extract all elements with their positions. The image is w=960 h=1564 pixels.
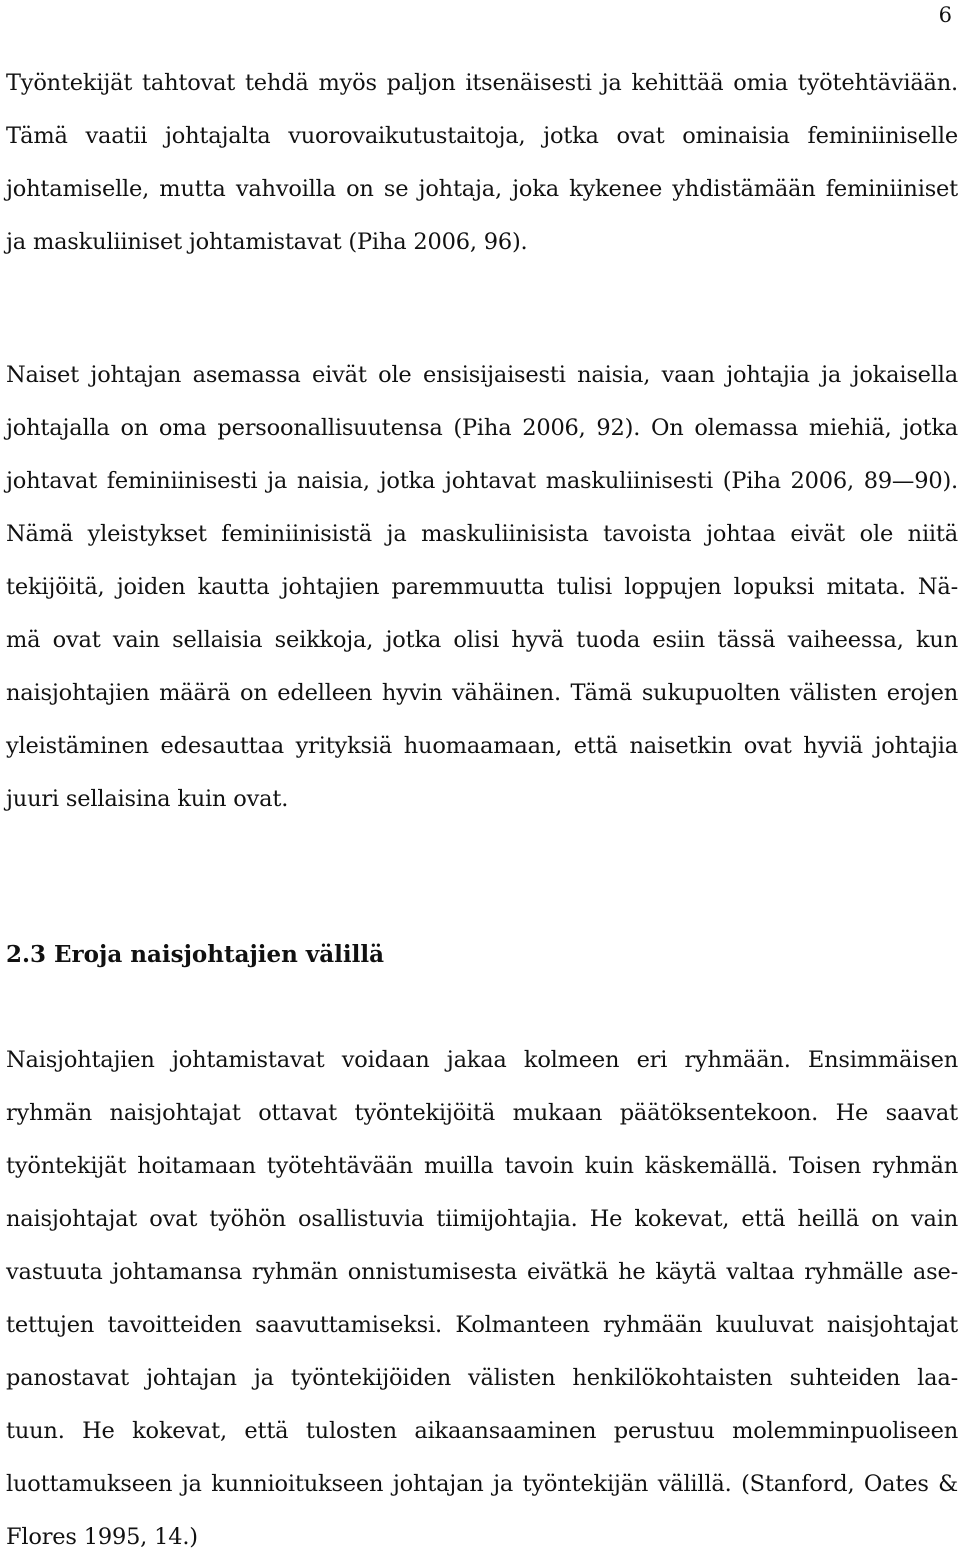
paragraph-3: [6, 1034, 958, 1564]
text-line: Naiset johtajan asemassa eivät ole ensisijaisesti naisia, vaan johtajia ja jokaisella: [6, 362, 958, 388]
text-line: tuun. He kokevat, että tulosten aikaansaaminen perustuu molemminpuoliseen: [6, 1418, 958, 1444]
text-line: tekijöitä, joiden kautta johtajien paremmuutta tulisi loppujen lopuksi mitata. Nä-: [6, 574, 958, 600]
paragraph-1: [6, 57, 958, 269]
text-line: tettujen tavoitteiden saavuttamiseksi. Kolmanteen ryhmään kuuluvat naisjohtajat: [6, 1312, 958, 1338]
text-line: johtajalla on oma persoonallisuutensa (Piha 2006, 92). On olemassa miehiä, jotka: [6, 415, 958, 441]
section-number: 2.3: [6, 941, 47, 968]
text-line: Nämä yleistykset feminiinisistä ja maskuliinisista tavoista johtaa eivät ole niitä: [6, 521, 958, 547]
text-line: työntekijät hoitamaan työtehtävään muilla tavoin kuin käskemällä. Toisen ryhmän: [6, 1153, 958, 1179]
text-line: naisjohtajat ovat työhön osallistuvia tiimijohtajia. He kokevat, että heillä on vain: [6, 1206, 958, 1232]
paragraph-2: [6, 349, 958, 826]
text-line: Tämä vaatii johtajalta vuorovaikutustaitoja, jotka ovat ominaisia feminiiniselle: [6, 123, 958, 149]
text-line: Naisjohtajien johtamistavat voidaan jakaa kolmeen eri ryhmään. Ensimmäisen: [6, 1047, 958, 1073]
text-line: mä ovat vain sellaisia seikkoja, jotka olisi hyvä tuoda esiin tässä vaiheessa, kun: [6, 627, 958, 653]
text-line: vastuuta johtamansa ryhmän onnistumisesta eivätkä he käytä valtaa ryhmälle ase-: [6, 1259, 958, 1285]
text-line: Flores 1995, 14.): [6, 1524, 198, 1550]
text-line: ryhmän naisjohtajat ottavat työntekijöitä mukaan päätöksentekoon. He saavat: [6, 1100, 958, 1126]
section-title: Eroja naisjohtajien välillä: [54, 941, 385, 968]
text-line: yleistäminen edesauttaa yrityksiä huomaamaan, että naisetkin ovat hyviä johtajia: [6, 733, 958, 759]
section-heading: [6, 938, 384, 972]
page-number: 6: [938, 3, 952, 27]
text-line: juuri sellaisina kuin ovat.: [6, 786, 289, 812]
text-line: ja maskuliiniset johtamistavat (Piha 2006, 96).: [6, 229, 528, 255]
text-line: panostavat johtajan ja työntekijöiden välisten henkilökohtaisten suhteiden laa-: [6, 1365, 958, 1391]
text-line: Työntekijät tahtovat tehdä myös paljon itsenäisesti ja kehittää omia työtehtäviään.: [6, 70, 958, 96]
text-line: luottamukseen ja kunnioitukseen johtajan ja työntekijän välillä. (Stanford, Oates &: [6, 1471, 958, 1497]
text-line: naisjohtajien määrä on edelleen hyvin vähäinen. Tämä sukupuolten välisten erojen: [6, 680, 958, 706]
text-line: johtavat feminiinisesti ja naisia, jotka johtavat maskuliinisesti (Piha 2006, 89—90).: [6, 468, 958, 494]
text-line: johtamiselle, mutta vahvoilla on se johtaja, joka kykenee yhdistämään feminiiniset: [6, 176, 958, 202]
